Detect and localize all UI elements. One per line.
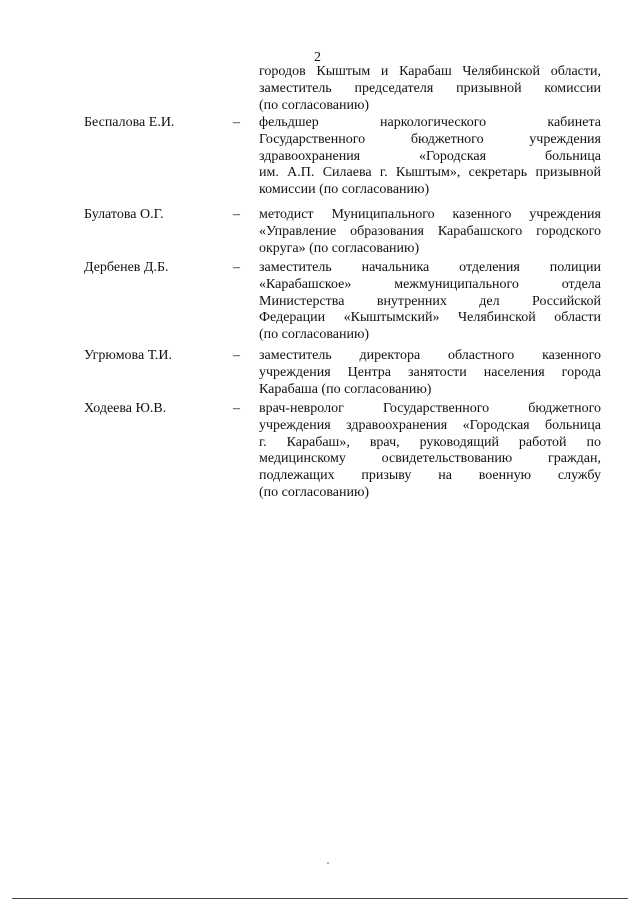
member-description <box>259 401 601 502</box>
text-line: методист Муниципального казенного учреждения <box>259 207 601 222</box>
continued-text-block <box>259 64 601 114</box>
text-line: Карабаша (по согласованию) <box>259 381 432 397</box>
text-line: врач-невролог Государственного бюджетного <box>259 401 601 416</box>
scan-speck <box>327 862 329 864</box>
member-description <box>259 207 601 257</box>
text-line: округа» (по согласованию) <box>259 240 420 256</box>
member-description <box>259 260 601 344</box>
member-dash: – <box>233 260 240 275</box>
member-name: Булатова О.Г. <box>84 207 164 222</box>
page-bottom-rule <box>12 898 628 899</box>
text-line: Государственного бюджетного учреждения <box>259 131 601 147</box>
text-line: «Карабашское» межмуниципального отдела <box>259 276 601 292</box>
text-line: им. А.П. Силаева г. Кыштым», секретарь призывной <box>259 165 601 181</box>
text-line: «Управление образования Карабашского городского <box>259 223 601 239</box>
text-line: фельдшер наркологического кабинета <box>259 115 601 130</box>
text-line: заместитель председателя призывной комиссии <box>259 80 601 96</box>
member-dash: – <box>233 207 240 222</box>
member-name: Угрюмова Т.И. <box>84 348 172 363</box>
member-description <box>259 348 601 398</box>
text-line: городов Кыштым и Карабаш Челябинской области, <box>259 64 601 79</box>
member-name: Ходеева Ю.В. <box>84 401 167 416</box>
text-line: Федерации «Кыштымский» Челябинской области <box>259 310 601 326</box>
member-dash: – <box>233 115 240 130</box>
text-line: подлежащих призыву на военную службу <box>259 468 601 484</box>
text-line: учреждения Центра занятости населения города <box>259 364 601 380</box>
text-line: Министерства внутренних дел Российской <box>259 293 601 309</box>
text-line: г. Карабаш», врач, руководящий работой по <box>259 434 601 450</box>
text-line: заместитель директора областного казенного <box>259 348 601 363</box>
member-dash: – <box>233 348 240 363</box>
text-line: медицинскому освидетельствованию граждан, <box>259 451 601 467</box>
page-number: 2 <box>314 50 321 65</box>
text-line: (по согласованию) <box>259 327 370 343</box>
text-line: (по согласованию) <box>259 484 370 500</box>
member-name: Дербенев Д.Б. <box>84 260 169 275</box>
member-dash: – <box>233 401 240 416</box>
text-line: комиссии (по согласованию) <box>259 182 430 198</box>
member-name: Беспалова Е.И. <box>84 115 175 130</box>
text-line: заместитель начальника отделения полиции <box>259 260 601 275</box>
member-description <box>259 115 601 199</box>
text-line: учреждения здравоохранения «Городская больница <box>259 417 601 433</box>
text-line: здравоохранения «Городская больница <box>259 148 601 164</box>
text-line: (по согласованию) <box>259 97 370 113</box>
